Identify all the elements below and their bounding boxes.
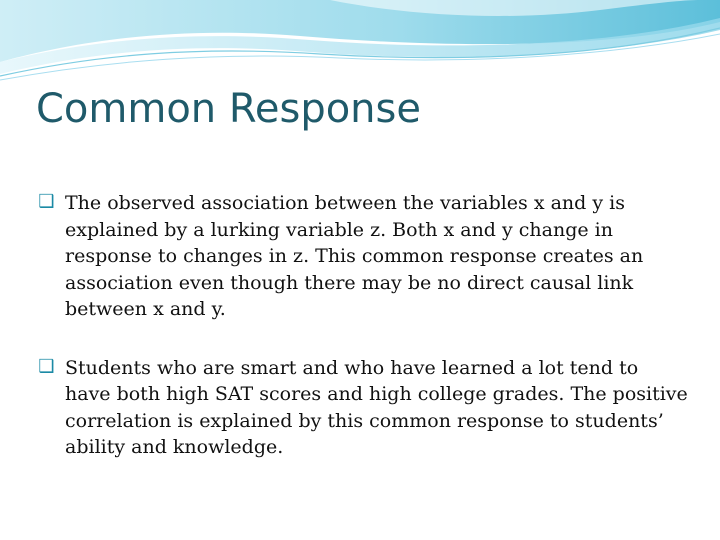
bullet-item [38, 190, 688, 323]
bullet-list [38, 190, 688, 493]
bullet-text: Students who are smart and who have learned a lot tend to have both high SAT scores and high college grades. The positive correlation is explained by this common response to students’ ability and knowledge. [65, 356, 688, 458]
slide-title: Common Response [36, 86, 421, 132]
bullet-text: The observed association between the variables x and y is explained by a lurking variable z. Both x and y change in response to changes in z. This common response creates an association even though there may be no direct causal link between x and y. [65, 192, 644, 320]
header-wave-decoration [0, 0, 720, 100]
checkbox-bullet-icon: ❑ [38, 191, 55, 212]
bullet-item [38, 355, 688, 461]
checkbox-bullet-icon: ❑ [38, 355, 55, 377]
